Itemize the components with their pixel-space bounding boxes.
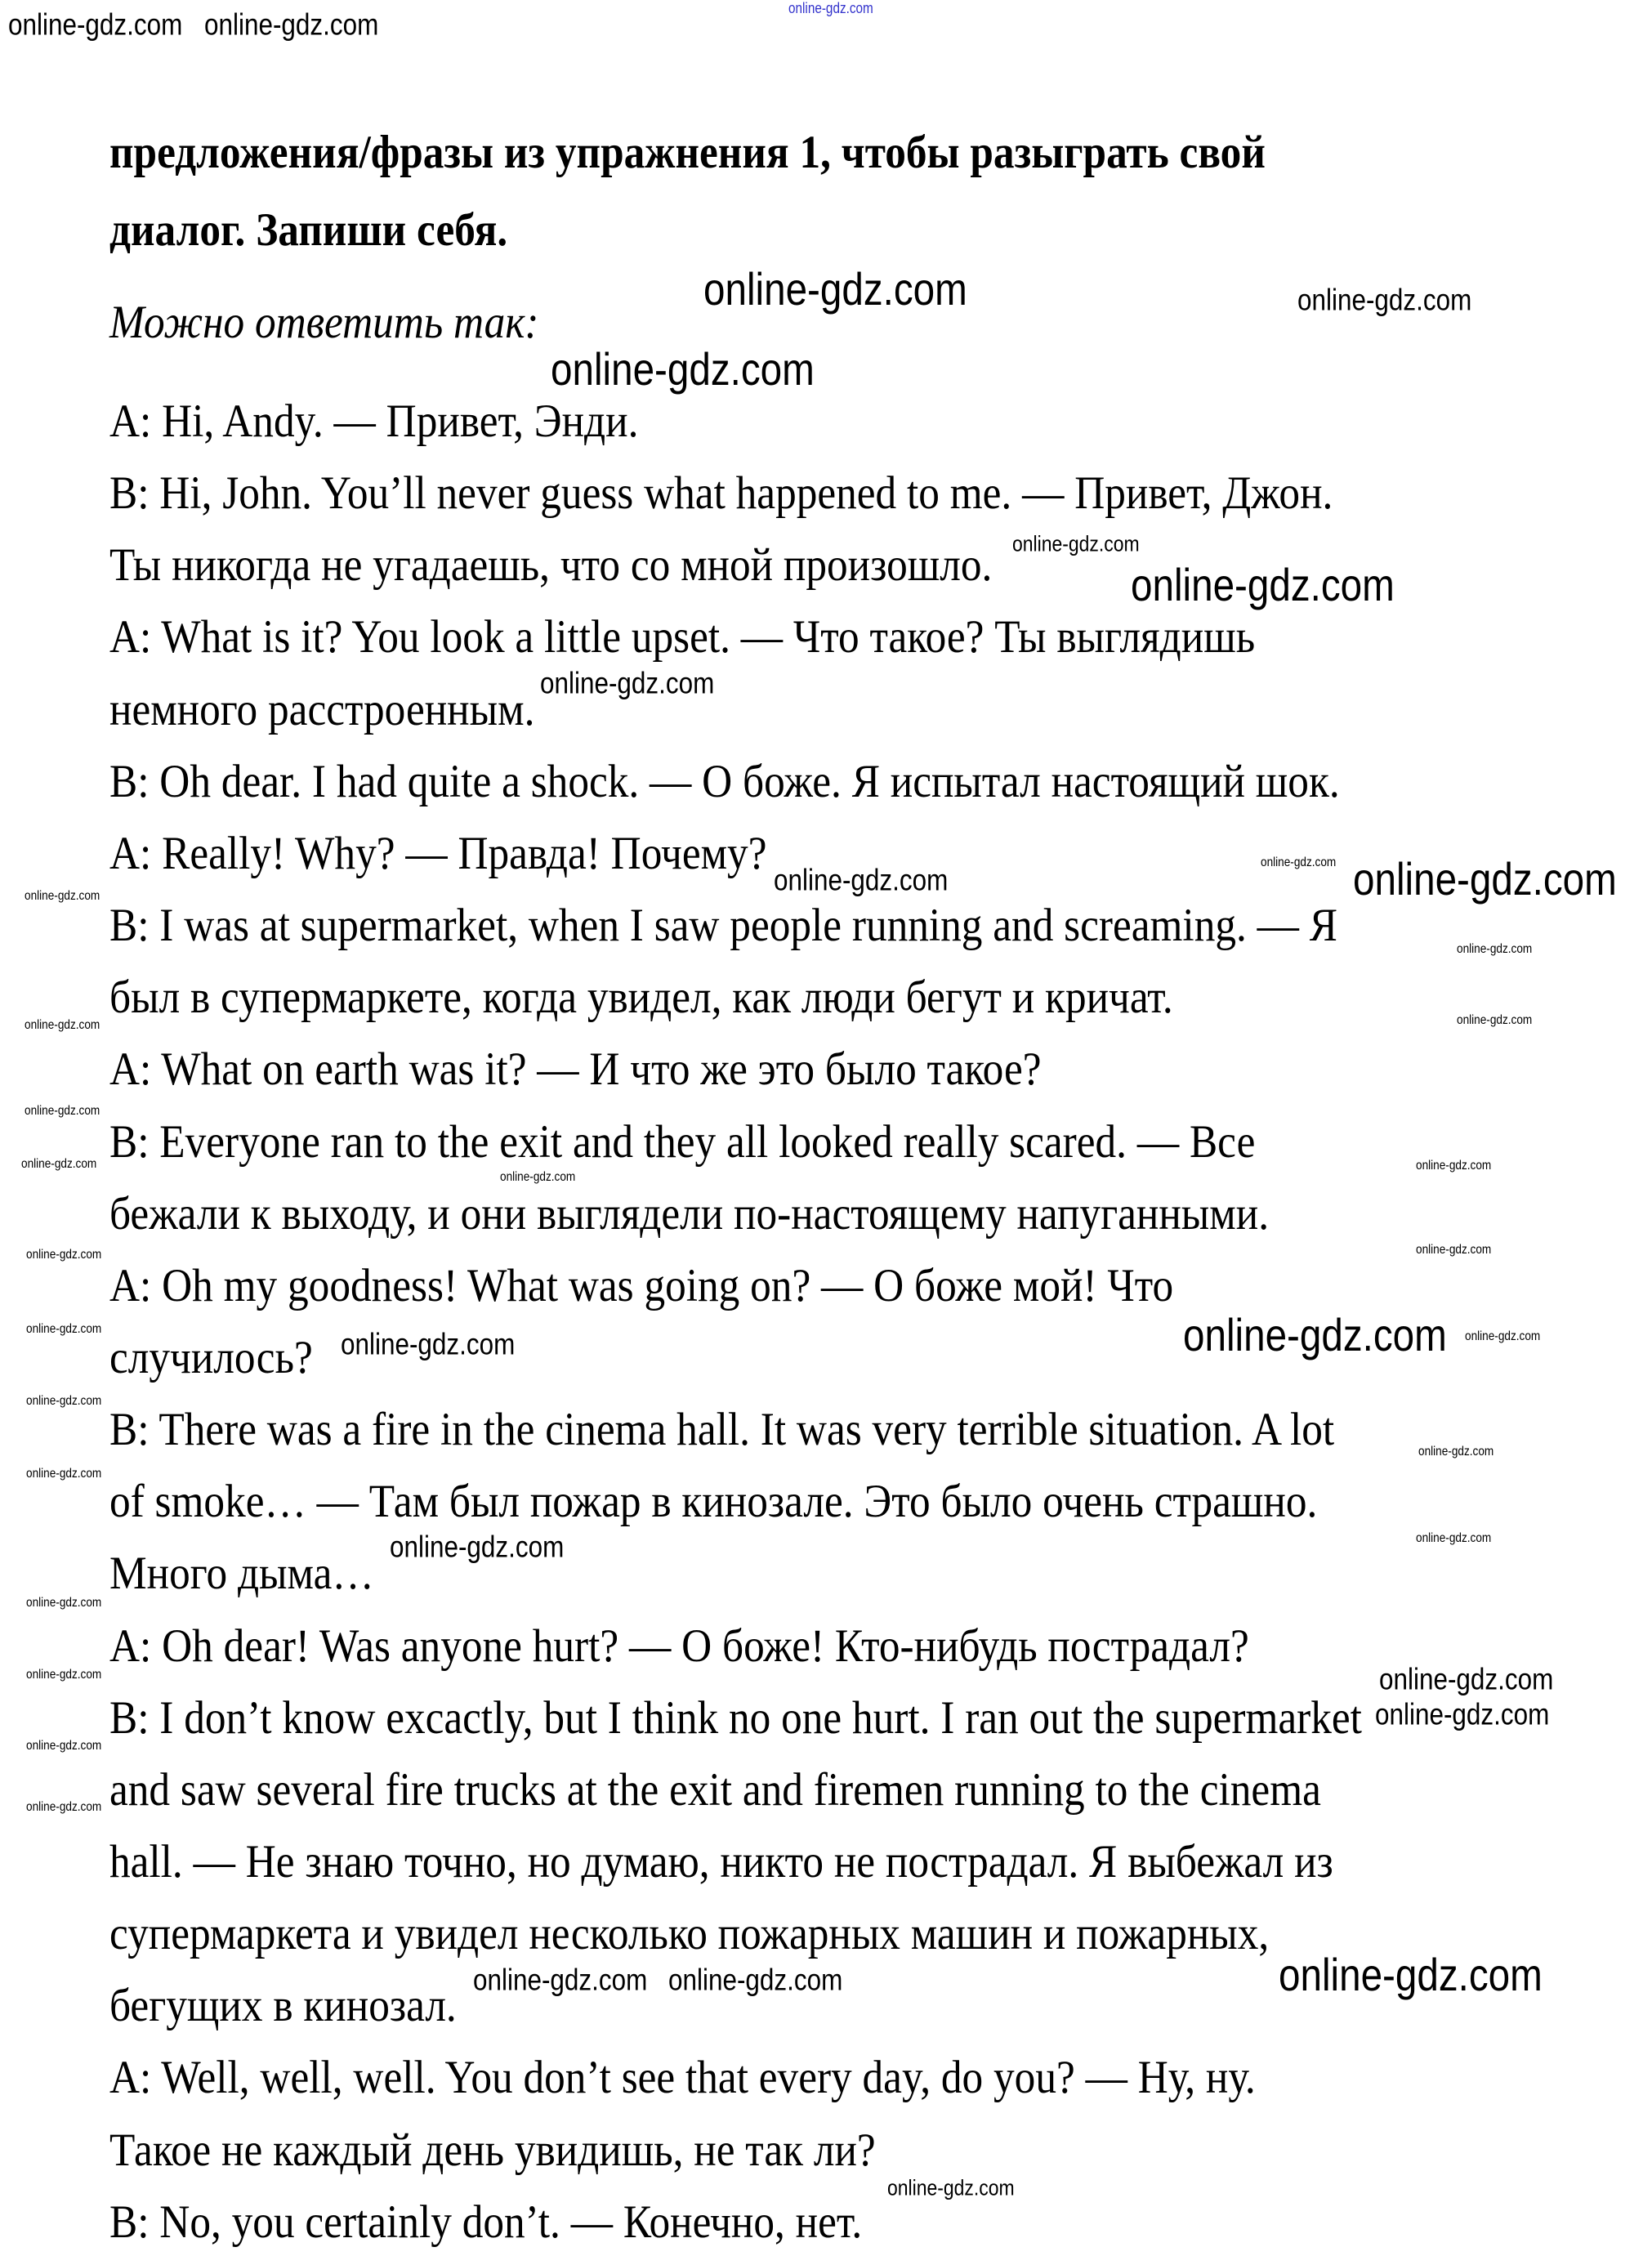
watermark: online-gdz.com <box>1415 1243 1491 1258</box>
dialogue-line: B: Hi, John. You’ll never guess what happened to me. — Привет, Джон. <box>109 467 1333 520</box>
watermark: online-gdz.com <box>204 7 379 42</box>
dialogue-line: hall. — Не знаю точно, но думаю, никто не пострадал. Я выбежал из <box>109 1836 1333 1888</box>
dialogue-line: немного расстроенным. <box>109 683 535 735</box>
dialogue-line: был в супермаркете, когда увидел, как люди бегут и кричат. <box>109 972 1173 1024</box>
watermark: online-gdz.com <box>667 1963 842 1997</box>
watermark: online-gdz.com <box>1297 283 1471 317</box>
dialogue-line: A: What on earth was it? — И что же это было такое? <box>109 1043 1042 1096</box>
dialogue-line: B: Oh dear. I had quite a shock. — О боже. Я испытал настоящий шок. <box>109 755 1340 807</box>
watermark: online-gdz.com <box>26 1739 102 1753</box>
header-watermark: online-gdz.com <box>788 0 873 16</box>
watermark: online-gdz.com <box>25 1017 100 1032</box>
dialogue-line: A: Oh my goodness! What was going on? — О боже мой! Что <box>109 1259 1174 1311</box>
watermark: online-gdz.com <box>1012 531 1140 556</box>
watermark: online-gdz.com <box>26 1393 102 1408</box>
watermark: online-gdz.com <box>26 1800 102 1815</box>
watermark: online-gdz.com <box>26 1322 102 1337</box>
watermark: online-gdz.com <box>1456 941 1533 956</box>
watermark: online-gdz.com <box>1353 852 1617 905</box>
dialogue-line: B: I don’t know excactly, but I think no one hurt. I ran out the supermarket <box>109 1691 1362 1744</box>
watermark: online-gdz.com <box>26 1595 102 1610</box>
dialogue-line: B: There was a fire in the cinema hall. It was very terrible situation. A lot <box>109 1404 1335 1456</box>
watermark: online-gdz.com <box>1260 856 1337 870</box>
watermark: online-gdz.com <box>25 1104 100 1119</box>
watermark: online-gdz.com <box>1456 1013 1533 1028</box>
watermark: online-gdz.com <box>20 1156 96 1171</box>
task-text-line-1: предложения/фразы из упражнения 1, чтобы разыграть свой <box>109 127 1266 178</box>
dialogue-line: A: Well, well, well. You don’t see that every day, do you? — Ну, ну. <box>109 2052 1256 2104</box>
dialogue-line: of smoke… — Там был пожар в кинозале. Это было очень страшно. <box>109 1476 1318 1528</box>
dialogue-line: случилось? <box>109 1331 313 1383</box>
watermark: online-gdz.com <box>26 1247 102 1262</box>
dialogue-line: and saw several fire trucks at the exit and firemen running to the cinema <box>109 1763 1321 1816</box>
watermark: online-gdz.com <box>1374 1697 1549 1731</box>
watermark: online-gdz.com <box>1415 1531 1491 1546</box>
dialogue-line: A: Oh dear! Was anyone hurt? — О боже! Кто-нибудь пострадал? <box>109 1619 1249 1672</box>
dialogue-line: B: I was at supermarket, when I saw people running and screaming. — Я <box>109 900 1337 952</box>
watermark: online-gdz.com <box>540 666 715 700</box>
watermark: online-gdz.com <box>774 863 949 897</box>
watermark: online-gdz.com <box>26 1467 102 1481</box>
watermark: online-gdz.com <box>1464 1329 1540 1344</box>
watermark: online-gdz.com <box>473 1963 648 1997</box>
watermark: online-gdz.com <box>703 263 967 315</box>
dialogue-line: A: Really! Why? — Правда! Почему? <box>109 827 767 879</box>
watermark: online-gdz.com <box>1418 1445 1494 1459</box>
dialogue-line: Много дыма… <box>109 1548 374 1600</box>
dialogue-line: A: What is it? You look a little upset. — Что такое? Ты выглядишь <box>109 611 1256 663</box>
dialogue-line: Ты никогда не угадаешь, что со мной произошло. <box>109 539 993 592</box>
dialogue-line: Такое не каждый день увидишь, не так ли? <box>109 2124 876 2176</box>
answer-intro: Можно ответить так: <box>109 297 539 348</box>
dialogue-line: B: Everyone ran to the exit and they all looked really scared. — Все <box>109 1115 1256 1168</box>
dialogue-line: B: No, you certainly don’t. — Конечно, нет. <box>109 2196 863 2248</box>
watermark: online-gdz.com <box>1182 1309 1447 1361</box>
watermark: online-gdz.com <box>551 343 815 395</box>
watermark: online-gdz.com <box>500 1169 576 1184</box>
dialogue-line: A: Hi, Andy. — Привет, Энди. <box>109 395 639 447</box>
watermark: online-gdz.com <box>886 2175 1015 2200</box>
watermark: online-gdz.com <box>1278 1948 1543 2000</box>
dialogue-line: бежали к выходу, и они выглядели по-настоящему напуганными. <box>109 1187 1270 1240</box>
watermark: online-gdz.com <box>341 1327 516 1361</box>
task-text-line-2: диалог. Запиши себя. <box>109 204 508 256</box>
watermark: online-gdz.com <box>1130 559 1395 610</box>
dialogue-line: бегущих в кинозал. <box>109 1980 457 2032</box>
watermark: online-gdz.com <box>26 1667 102 1682</box>
dialogue-line: супермаркета и увидел несколько пожарных машин и пожарных, <box>109 1908 1270 1960</box>
watermark: online-gdz.com <box>25 889 100 904</box>
watermark: online-gdz.com <box>8 7 183 42</box>
watermark: online-gdz.com <box>1379 1662 1554 1696</box>
watermark: online-gdz.com <box>1415 1158 1491 1173</box>
watermark: online-gdz.com <box>390 1530 565 1564</box>
